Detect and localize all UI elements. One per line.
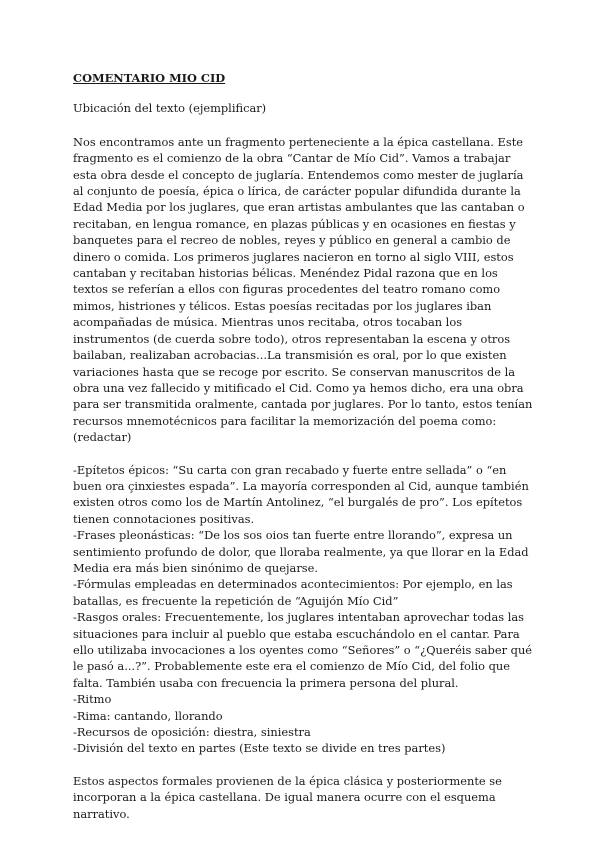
list-item: -Rima: cantando, llorando	[73, 708, 223, 723]
document-body	[73, 70, 533, 838]
section-subtitle: Ubicación del texto (ejemplificar)	[73, 101, 267, 116]
closing-paragraph: Estos aspectos formales provienen de la épica clásica y posteriormente se incorporan a la épica castellana. De igual manera ocurre con el esquema narrativo.	[73, 773, 502, 821]
list-item: -Fórmulas empleadas en determinados acontecimientos: Por ejemplo, en las batallas, es frecuente la repetición de “Aguijón Mío Cid”	[73, 577, 513, 608]
list-item: -Ritmo	[73, 692, 112, 707]
resources-list	[73, 462, 533, 757]
list-item: -Frases pleonásticas: “De los sos oios tan fuerte entre llorando”, expresa un sentimiento profundo de dolor, que lloraba realmente, ya que llorar en la Edad Media era más bien sinónimo de quejarse.	[73, 528, 529, 575]
list-item: -Epítetos épicos: “Su carta con gran recabado y fuerte entre sellada” o “en buen ora çinxiestes espada”. La mayoría corresponden al Cid, aunque también existen otros como los de Martín Antolinez, “el burgalés de pro”. Los epítetos tienen connotaciones positivas.	[73, 462, 529, 526]
list-item: -Recursos de oposición: diestra, siniestra	[73, 725, 311, 740]
list-item: -División del texto en partes (Este texto se divide en tres partes)	[73, 741, 446, 756]
document-title: COMENTARIO MIO CID	[73, 71, 226, 85]
intro-paragraph: Nos encontramos ante un fragmento perteneciente a la épica castellana. Este fragmento es el comienzo de la obra “Cantar de Mío Cid”. Vamos a trabajar esta obra desde el concepto de juglaría. Entendemos como mester de juglaría al conjunto de poesía, épica o lírica, de carácter popular difundida durante la Edad Media por los juglares, que eran artistas ambulantes que las cantaban o recitaban, en lengua romance, en plazas públicas y en ocasiones en fiestas y banquetes para el recreo de nobles, reyes y público en general a cambio de dinero o comida. Los primeros juglares nacieron en torno al siglo VIII, estos cantaban y recitaban historias bélicas. Menéndez Pidal razona que en los textos se referían a ellos con figuras procedentes del teatro romano como mimos, histriones y télicos. Estas poesías recitadas por los juglares iban acompañadas de música. Mientras unos recitaba, otros tocaban los instrumentos (de cuerda sobre todo), otros representaban la escena y otros bailaban, realizaban acrobacias...La transmisión es oral, por lo que existen variaciones hasta que se recoge por escrito. Se conservan manuscritos de la obra una vez fallecido y mitificado el Cid. Como ya hemos dicho, era una obra para ser transmitida oralmente, cantada por juglares. Por lo tanto, estos tenían recursos mnemotécnicos para facilitar la memorización del poema como: (redactar)	[73, 134, 533, 445]
list-item: -Rasgos orales: Frecuentemente, los juglares intentaban aprovechar todas las situaciones para incluir al pueblo que estaba escuchándolo en el cantar. Para ello utilizaba invocaciones a los oyentes como “Señores” o “¿Queréis saber qué le pasó a...?”. Probablemente este era el comienzo de Mío Cid, del folio que falta. También usaba con frecuencia la primera persona del plural.	[73, 610, 533, 690]
